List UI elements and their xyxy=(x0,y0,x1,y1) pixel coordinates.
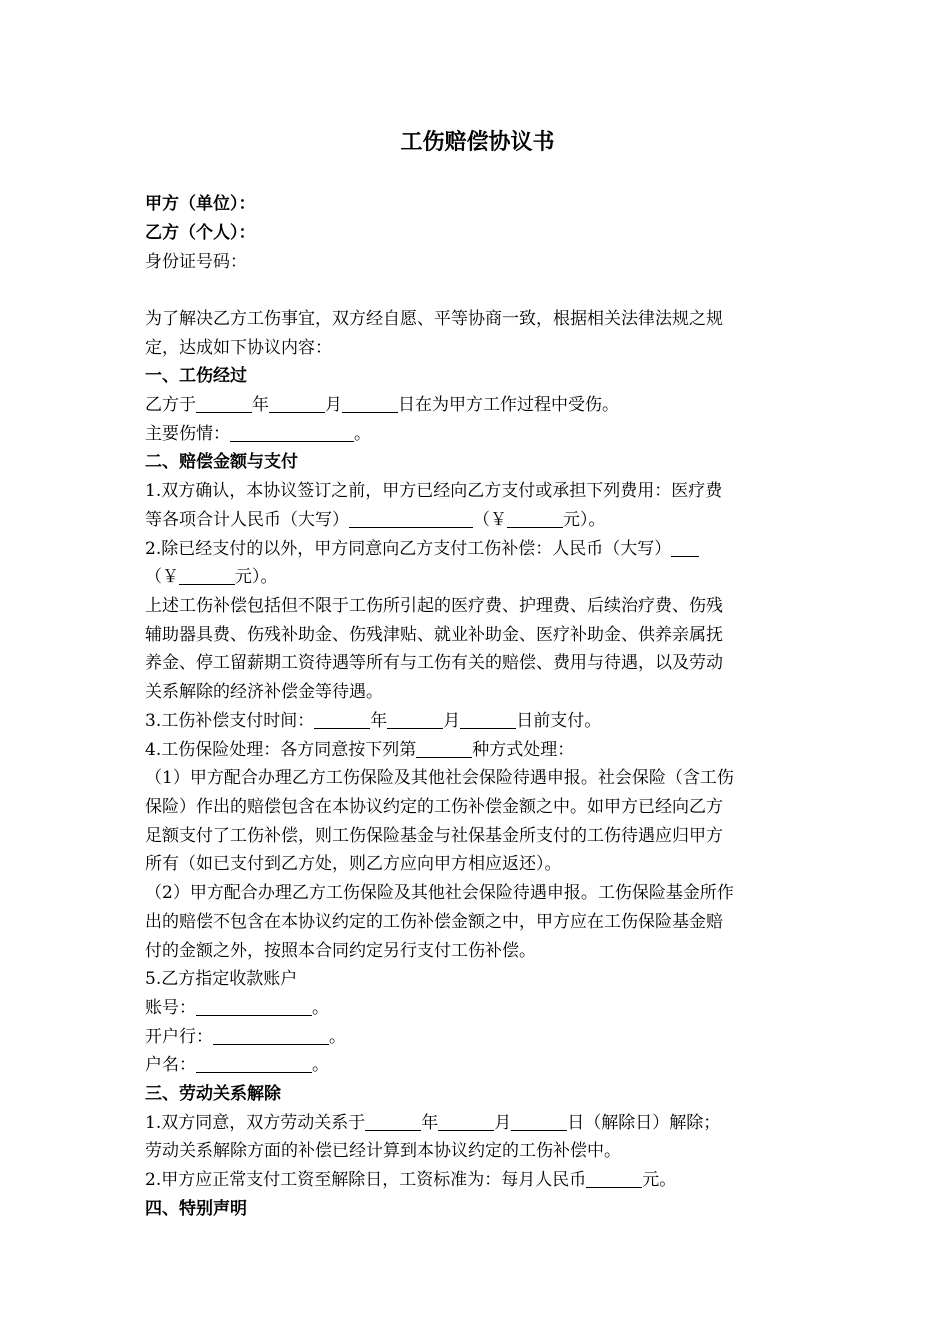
document-title: 工伤赔偿协议书 xyxy=(400,130,555,155)
paid-amount-label: 等各项合计人民币（大写） xyxy=(145,510,349,530)
scope-line-3: 养金、停工留薪期工资待遇等所有与工伤有关的赔偿、费用与待遇，以及劳动 xyxy=(145,653,723,673)
holder-blank[interactable] xyxy=(196,1052,312,1073)
compensation-label: 2.除已经支付的以外，甲方同意向乙方支付工伤补偿：人民币（大写） xyxy=(145,539,672,559)
bank-line xyxy=(145,1023,810,1052)
account-label: 账号： xyxy=(145,998,196,1018)
payment-year-label: 年 xyxy=(370,711,388,731)
year-label: 年 xyxy=(252,395,269,415)
option-2-line-3: 付的金额之外，按照本合同约定另行支付工伤补偿。 xyxy=(145,941,536,961)
salary-unit: 元。 xyxy=(642,1170,677,1190)
account-period: 。 xyxy=(312,998,329,1018)
month-blank[interactable] xyxy=(269,392,325,413)
month-label: 月 xyxy=(325,395,342,415)
termination-month-blank[interactable] xyxy=(438,1110,494,1131)
payment-day-blank[interactable] xyxy=(460,708,516,729)
compensation-yuan-open: （￥ xyxy=(145,567,179,587)
paid-yuan-open: （￥ xyxy=(473,510,507,530)
injury-line xyxy=(145,420,810,449)
day-blank[interactable] xyxy=(342,392,398,413)
intro-line-1: 为了解决乙方工伤事宜，双方经自愿、平等协商一致，根据相关法律法规之规 xyxy=(145,309,723,329)
injury-blank[interactable] xyxy=(230,421,354,442)
scope-line-4: 关系解除的经济补偿金等待遇。 xyxy=(145,682,383,702)
scope-line-2: 辅助器具费、伤残补助金、伤残津贴、就业补助金、医疗补助金、供养亲属抚 xyxy=(145,625,723,645)
payment-day-label: 日前支付。 xyxy=(516,711,602,731)
compensation-line-1 xyxy=(145,535,810,564)
salary-label: 2.甲方应正常支付工资至解除日，工资标准为：每月人民币 xyxy=(145,1170,587,1190)
account-line xyxy=(145,994,810,1023)
section-4-heading: 四、特别声明 xyxy=(145,1199,247,1219)
year-blank[interactable] xyxy=(196,392,252,413)
payment-month-blank[interactable] xyxy=(387,708,443,729)
payment-month-label: 月 xyxy=(443,711,461,731)
insurance-line xyxy=(145,736,810,765)
payment-time-label: 3.工伤补偿支付时间： xyxy=(145,711,315,731)
option-1-line-3: 足额支付了工伤补偿，则工伤保险基金与社保基金所支付的工伤待遇应归甲方 xyxy=(145,826,723,846)
section-2-heading: 二、赔偿金额与支付 xyxy=(145,452,298,472)
date-suffix: 日在为甲方工作过程中受伤。 xyxy=(398,395,619,415)
section-1-heading: 一、工伤经过 xyxy=(145,366,247,386)
option-2-line-2: 出的赔偿不包含在本协议约定的工伤补偿金额之中，甲方应在工伤保险基金赔 xyxy=(145,912,723,932)
termination-day-label: 日（解除日）解除； xyxy=(567,1113,721,1133)
injury-date-line xyxy=(145,391,810,420)
salary-blank[interactable] xyxy=(586,1167,642,1188)
injury-period: 。 xyxy=(354,424,371,444)
holder-period: 。 xyxy=(312,1055,329,1075)
holder-line xyxy=(145,1051,810,1080)
compensation-words-blank[interactable] xyxy=(671,536,699,557)
insurance-label: 4.工伤保险处理：各方同意按下列第 xyxy=(145,740,417,760)
paid-line-1: 1.双方确认，本协议签订之前，甲方已经向乙方支付或承担下列费用：医疗费 xyxy=(145,481,723,501)
compensation-yuan-close: 元）。 xyxy=(235,567,278,587)
injury-label: 主要伤情： xyxy=(145,424,230,444)
termination-label: 1.双方同意，双方劳动关系于 xyxy=(145,1113,366,1133)
bank-period: 。 xyxy=(329,1027,346,1047)
compensation-number-blank[interactable] xyxy=(179,564,235,585)
scope-line-1: 上述工伤补偿包括但不限于工伤所引起的医疗费、护理费、后续治疗费、伤残 xyxy=(145,596,723,616)
termination-day-blank[interactable] xyxy=(511,1110,567,1131)
termination-line-1 xyxy=(145,1109,810,1138)
option-2-line-1: （2）甲方配合办理乙方工伤保险及其他社会保险待遇申报。工伤保险基金所作 xyxy=(145,883,734,903)
section-3-heading: 三、劳动关系解除 xyxy=(145,1084,281,1104)
insurance-suffix: 种方式处理： xyxy=(472,740,575,760)
payment-time-line xyxy=(145,707,810,736)
account-heading: 5.乙方指定收款账户 xyxy=(145,969,298,989)
intro-line-2: 定，达成如下协议内容： xyxy=(145,338,332,358)
account-blank[interactable] xyxy=(196,995,312,1016)
termination-year-label: 年 xyxy=(421,1113,439,1133)
id-number-label: 身份证号码： xyxy=(145,252,247,272)
option-1-line-2: 保险）作出的赔偿包含在本协议约定的工伤补偿金额之中。如甲方已经向乙方 xyxy=(145,797,723,817)
bank-blank[interactable] xyxy=(213,1024,329,1045)
party-a-label: 甲方（单位）： xyxy=(145,194,256,214)
termination-year-blank[interactable] xyxy=(365,1110,421,1131)
paid-yuan-close: 元）。 xyxy=(563,510,606,530)
date-prefix: 乙方于 xyxy=(145,395,196,415)
holder-label: 户名： xyxy=(145,1055,196,1075)
salary-line xyxy=(145,1166,810,1195)
option-1-line-4: 所有（如已支付到乙方处，则乙方应向甲方相应返还）。 xyxy=(145,854,562,874)
termination-month-label: 月 xyxy=(494,1113,512,1133)
insurance-option-blank[interactable] xyxy=(416,737,472,758)
payment-year-blank[interactable] xyxy=(314,708,370,729)
bank-label: 开户行： xyxy=(145,1027,213,1047)
paid-amount-number-blank[interactable] xyxy=(507,507,563,528)
party-b-label: 乙方（个人）： xyxy=(145,223,256,243)
termination-line-2: 劳动关系解除方面的补偿已经计算到本协议约定的工伤补偿中。 xyxy=(145,1141,621,1161)
paid-amount-words-blank[interactable] xyxy=(349,507,473,528)
option-1-line-1: （1）甲方配合办理乙方工伤保险及其他社会保险待遇申报。社会保险（含工伤 xyxy=(145,768,734,788)
compensation-line-2 xyxy=(145,563,810,592)
paid-line-2 xyxy=(145,506,810,535)
